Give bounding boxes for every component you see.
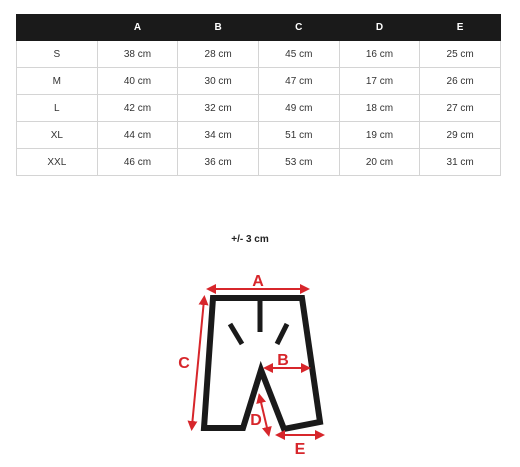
table-cell: 44 cm	[97, 122, 178, 149]
measure-c-line	[192, 300, 204, 426]
header-cell-e: E	[420, 15, 501, 41]
shorts-right-pocket	[277, 324, 287, 344]
header-cell-b: B	[178, 15, 259, 41]
tolerance-note: +/- 3 cm	[231, 234, 269, 245]
table-cell: 51 cm	[258, 122, 339, 149]
shorts-left-pocket	[230, 324, 242, 344]
table-cell: 38 cm	[97, 41, 178, 68]
table-cell: 28 cm	[178, 41, 259, 68]
table-cell: 40 cm	[97, 68, 178, 95]
table-cell: 30 cm	[178, 68, 259, 95]
table-row	[17, 149, 501, 176]
size-cell: L	[17, 95, 98, 122]
table-row	[17, 95, 501, 122]
table-cell: 32 cm	[178, 95, 259, 122]
shorts-measurement-diagram	[160, 262, 350, 462]
table-cell: 46 cm	[97, 149, 178, 176]
size-cell: XL	[17, 122, 98, 149]
size-cell: XXL	[17, 149, 98, 176]
table-cell: 42 cm	[97, 95, 178, 122]
label-d: D	[250, 412, 262, 429]
label-c: C	[178, 355, 190, 372]
table-cell: 26 cm	[420, 68, 501, 95]
table-cell: 47 cm	[258, 68, 339, 95]
size-cell: S	[17, 41, 98, 68]
label-b: B	[277, 352, 289, 369]
table-row	[17, 122, 501, 149]
size-table	[16, 14, 501, 176]
table-cell: 20 cm	[339, 149, 420, 176]
header-cell-size	[17, 15, 98, 41]
label-a: A	[252, 273, 264, 290]
header-cell-d: D	[339, 15, 420, 41]
table-cell: 17 cm	[339, 68, 420, 95]
table-cell: 16 cm	[339, 41, 420, 68]
table-cell: 25 cm	[420, 41, 501, 68]
table-row	[17, 41, 501, 68]
table-row	[17, 68, 501, 95]
table-cell: 34 cm	[178, 122, 259, 149]
table-cell: 36 cm	[178, 149, 259, 176]
table-header-row	[17, 15, 501, 41]
table-cell: 53 cm	[258, 149, 339, 176]
table-cell: 45 cm	[258, 41, 339, 68]
table-cell: 29 cm	[420, 122, 501, 149]
size-cell: M	[17, 68, 98, 95]
table-cell: 19 cm	[339, 122, 420, 149]
header-cell-c: C	[258, 15, 339, 41]
table-cell: 18 cm	[339, 95, 420, 122]
table-cell: 49 cm	[258, 95, 339, 122]
table-cell: 27 cm	[420, 95, 501, 122]
table-cell: 31 cm	[420, 149, 501, 176]
shorts-diagram-svg	[160, 262, 350, 462]
label-e: E	[294, 441, 306, 458]
header-cell-a: A	[97, 15, 178, 41]
